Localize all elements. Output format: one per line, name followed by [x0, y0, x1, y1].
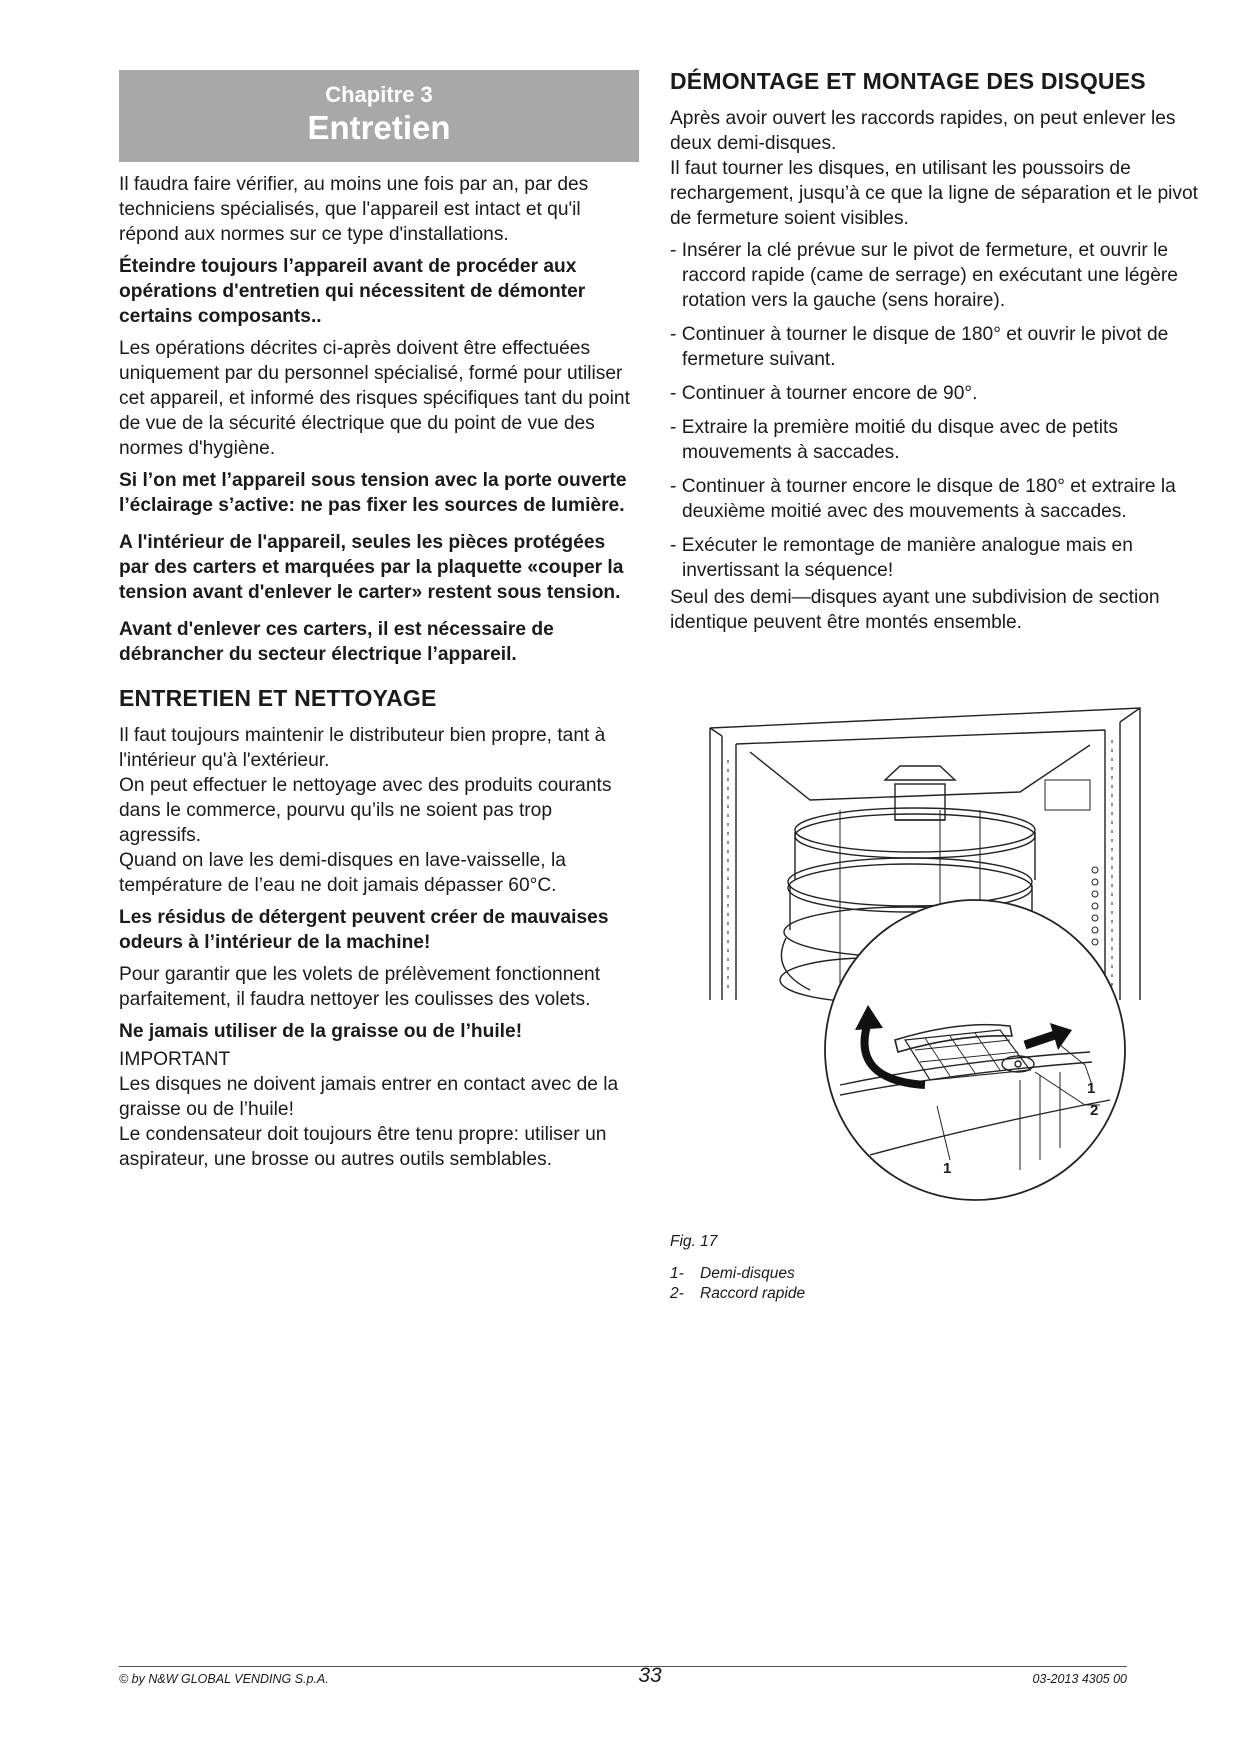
warning-grease: Ne jamais utiliser de la graisse ou de l’huile! — [119, 1021, 523, 1042]
important-label: IMPORTANT — [119, 1049, 231, 1070]
step-item: - Exécuter le remontage de manière analogue mais en invertissant la séquence! — [670, 535, 1133, 581]
step-item: - Insérer la clé prévue sur le pivot de fermeture, et ouvrir le raccord rapide (came de serrage) en exécutant une légère rotation vers la gauche (sens horaire). — [670, 240, 1178, 311]
step-item: - Continuer à tourner encore le disque de 180° et extraire la deuxième moitié avec des mouvements à saccades. — [670, 476, 1176, 522]
legend-number: 1- — [670, 1265, 684, 1282]
warning-detergent: Les résidus de détergent peuvent créer de mauvaises odeurs à l’intérieur de la machine! — [119, 907, 609, 953]
figure-disk-carousel — [700, 700, 1160, 1240]
disks-paragraph-2: Il faut tourner les disques, en utilisant les poussoirs de rechargement, jusqu’à ce que la ligne de séparation et le pivot de fermeture soient visibles. — [670, 158, 1198, 229]
cleaning-paragraph-3: Quand on lave les demi-disques en lave-vaisselle, la température de l’eau ne doit jamais dépasser 60°C. — [119, 850, 566, 896]
left-column — [119, 172, 639, 1172]
intro-paragraph: Il faudra faire vérifier, au moins une fois par an, par des techniciens spécialisés, que l'appareil est intact et qu'il répond aux normes sur ce type d'installations. — [119, 174, 589, 245]
figure-label: Fig. 17 — [670, 1233, 718, 1250]
step-item: - Continuer à tourner le disque de 180° et ouvrir le pivot de fermeture suivant. — [670, 324, 1169, 370]
legend-text: Raccord rapide — [700, 1285, 806, 1302]
chapter-number: Chapitre 3 — [325, 82, 433, 107]
section-heading-disks: DÉMONTAGE ET MONTAGE DES DISQUES — [670, 68, 1146, 94]
cleaning-paragraph-1: Il faut toujours maintenir le distributeur bien propre, tant à l'intérieur qu'à l'extérieur. — [119, 725, 606, 771]
warning-carters: A l'intérieur de l'appareil, seules les pièces protégées par des carters et marquées par la plaquette «couper la tension avant d'enlever le carter» restent sous tension. — [119, 532, 624, 603]
operations-paragraph: Les opérations décrites ci-après doivent être effectuées uniquement par du personnel spécialisé, formé pour utiliser cet appareil, et informé des risques spécifiques tant du point de vue de la sécurité électrique que du point de vue des normes d'hygiène. — [119, 338, 630, 459]
step-item: - Continuer à tourner encore de 90°. — [670, 383, 978, 404]
disks-paragraph-1: Après avoir ouvert les raccords rapides, on peut enlever les deux demi-disques. — [670, 108, 1176, 154]
right-column — [670, 66, 1200, 635]
warning-unplug: Avant d'enlever ces carters, il est nécessaire de débrancher du secteur électrique l’appareil. — [119, 619, 554, 665]
legend-text: Demi-disques — [700, 1265, 795, 1282]
warning-switch-off: Éteindre toujours l’appareil avant de procéder aux opérations d'entretien qui nécessitent de démonter certains composants.. — [119, 256, 586, 327]
legend-item — [670, 1284, 805, 1304]
footer-doc-code: 03-2013 4305 00 — [1032, 1672, 1127, 1686]
cleaning-paragraph-4: Pour garantir que les volets de prélèvement fonctionnent parfaitement, il faudra nettoyer les coulisses des volets. — [119, 964, 601, 1010]
chapter-header — [119, 70, 639, 162]
callout-1-bottom: 1 — [943, 1160, 952, 1177]
warning-light: Si l’on met l’appareil sous tension avec la porte ouverte l’éclairage s’active: ne pas fixer les sources de lumière. — [119, 470, 627, 516]
step-item: - Extraire la première moitié du disque avec de petits mouvements à saccades. — [670, 417, 1118, 463]
section-heading-cleaning: ENTRETIEN ET NETTOYAGE — [119, 685, 437, 711]
callout-2: 2 — [1090, 1102, 1099, 1119]
page-number: 33 — [638, 1664, 662, 1687]
legend-number: 2- — [670, 1285, 684, 1302]
legend-item — [670, 1264, 795, 1284]
important-paragraph-1: Les disques ne doivent jamais entrer en contact avec de la graisse ou de l’huile! — [119, 1074, 619, 1120]
callout-1-top: 1 — [1087, 1080, 1096, 1097]
cleaning-paragraph-2: On peut effectuer le nettoyage avec des produits courants dans le commerce, pourvu qu’ils ne soient pas trop agressifs. — [119, 775, 612, 846]
footer-copyright: © by N&W GLOBAL VENDING S.p.A. — [119, 1672, 329, 1686]
chapter-title: Entretien — [307, 109, 451, 146]
important-paragraph-2: Le condensateur doit toujours être tenu propre: utiliser un aspirateur, une brosse ou autres outils semblables. — [119, 1124, 607, 1170]
disks-paragraph-3: Seul des demi—disques ayant une subdivision de section identique peuvent être montés ensemble. — [670, 587, 1160, 633]
